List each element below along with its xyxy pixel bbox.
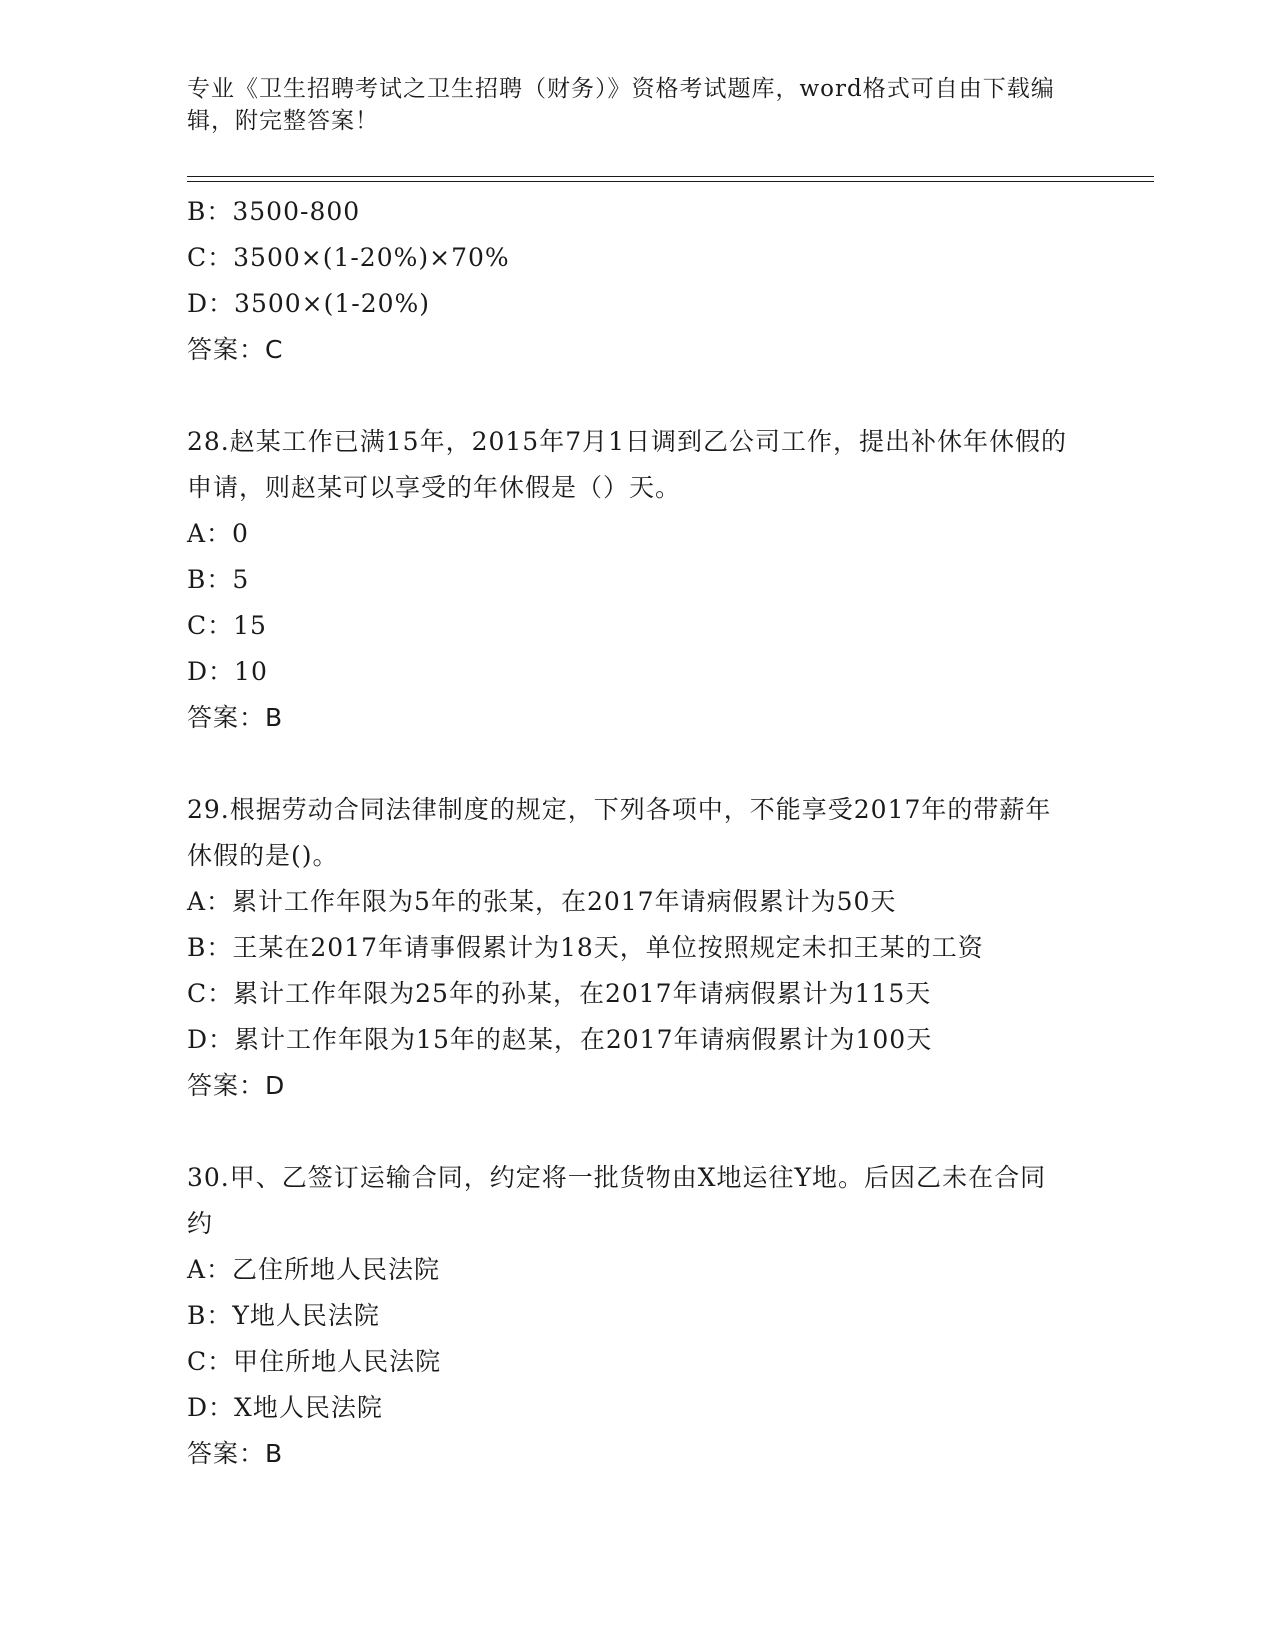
question-list [187, 189, 1087, 1477]
answer-label: 答案：C [187, 335, 284, 364]
option-c: C：3500×(1-20%)×70% [187, 243, 510, 272]
option-d: D：累计工作年限为15年的赵某，在2017年请病假累计为100天 [187, 1025, 933, 1054]
option-a: A：乙住所地人民法院 [187, 1255, 441, 1284]
spacer [187, 1109, 1087, 1155]
header-divider-top [187, 176, 1154, 177]
question-stem: 29.根据劳动合同法律制度的规定，下列各项中，不能享受2017年的带薪年休假的是()。 [187, 795, 1052, 870]
option-b: B：Y地人民法院 [187, 1301, 380, 1330]
answer-label: 答案：D [187, 1071, 286, 1100]
option-a: A：0 [187, 519, 249, 548]
answer-label: 答案：B [187, 703, 284, 732]
question-block [187, 787, 1087, 1109]
question-block [187, 1155, 1087, 1477]
question-stem: 30.甲、乙签订运输合同，约定将一批货物由X地运往Y地。后因乙未在合同约 [187, 1163, 1047, 1238]
option-d: D：10 [187, 657, 268, 686]
answer-label: 答案：B [187, 1439, 284, 1468]
option-c: C：累计工作年限为25年的孙某，在2017年请病假累计为115天 [187, 979, 932, 1008]
question-stem: 28.赵某工作已满15年，2015年7月1日调到乙公司工作，提出补休年休假的申请，则赵某可以享受的年休假是（）天。 [187, 427, 1068, 502]
option-d: D：X地人民法院 [187, 1393, 383, 1422]
option-c: C：甲住所地人民法院 [187, 1347, 442, 1376]
header-divider-bottom [187, 181, 1154, 182]
option-b: B：3500-800 [187, 197, 361, 226]
question-block [187, 419, 1087, 741]
spacer [187, 373, 1087, 419]
option-c: C：15 [187, 611, 267, 640]
option-b: B：王某在2017年请事假累计为18天，单位按照规定未扣王某的工资 [187, 933, 984, 962]
option-a: A：累计工作年限为5年的张某，在2017年请病假累计为50天 [187, 887, 897, 916]
option-b: B：5 [187, 565, 250, 594]
spacer [187, 741, 1087, 787]
option-d: D：3500×(1-20%) [187, 289, 431, 318]
document-header: 专业《卫生招聘考试之卫生招聘（财务）》资格考试题库，word格式可自由下载编辑，附完整答案！ [187, 76, 1055, 134]
question-block [187, 189, 1087, 373]
